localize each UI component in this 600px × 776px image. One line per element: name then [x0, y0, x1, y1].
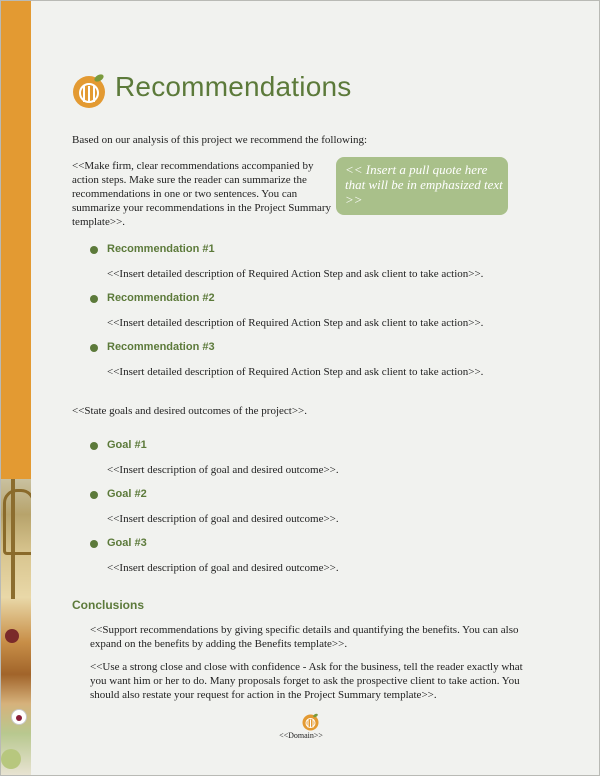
recommendation-title: Recommendation #2: [107, 292, 215, 304]
conclusions-paragraph-1: <<Support recommendations by giving specific details and quantifying the benefits. You can also expand on the benefits by adding the Benefits template>>.: [90, 624, 519, 650]
footer-logo-icon: [302, 713, 320, 731]
conclusions-paragraph-2: <<Use a strong close and close with confidence - Ask for the business, tell the reader exactly what you want him or her to do. Many proposals forget to ask the prospective client to take action. You should also restate your request for action in the Project Summary template>>.: [90, 661, 523, 701]
side-orange-bar: [1, 1, 31, 479]
bullet-icon: [90, 295, 98, 303]
bullet-icon: [90, 491, 98, 499]
goal-description: <<Insert description of goal and desired outcome>>.: [107, 464, 339, 476]
recommendation-description: <<Insert detailed description of Required Action Step and ask client to take action>>.: [107, 268, 484, 280]
recommendation-description: <<Insert detailed description of Required Action Step and ask client to take action>>.: [107, 317, 484, 329]
goal-title: Goal #3: [107, 537, 147, 549]
bullet-icon: [90, 344, 98, 352]
intro-text: Based on our analysis of this project we recommend the following:: [72, 134, 368, 146]
pull-quote-box: [336, 157, 508, 215]
pull-quote-text: << Insert a pull quote here that will be in emphasized text >>: [345, 162, 503, 207]
recommendation-title: Recommendation #1: [107, 243, 215, 255]
recommendation-title: Recommendation #3: [107, 341, 215, 353]
bullet-icon: [90, 442, 98, 450]
bullet-icon: [90, 246, 98, 254]
page-title: Recommendations: [115, 71, 352, 102]
bullet-icon: [90, 540, 98, 548]
footer-domain: <<Domain>>: [279, 731, 323, 740]
goal-description: <<Insert description of goal and desired outcome>>.: [107, 562, 339, 574]
goal-title: Goal #1: [107, 439, 147, 451]
goal-title: Goal #2: [107, 488, 147, 500]
recommendation-description: <<Insert detailed description of Required Action Step and ask client to take action>>.: [107, 366, 484, 378]
goal-description: <<Insert description of goal and desired outcome>>.: [107, 513, 339, 525]
fork-plate-logo-icon: [72, 73, 108, 109]
conclusions-heading: Conclusions: [72, 598, 145, 612]
goals-statement: <<State goals and desired outcomes of the project>>.: [72, 405, 307, 417]
summary-paragraph: <<Make firm, clear recommendations accompanied by action steps. Make sure the reader can summarize the recommendations in one or two sentences. You can summarize your recommendations in the Project Summary template>>.: [72, 160, 332, 228]
